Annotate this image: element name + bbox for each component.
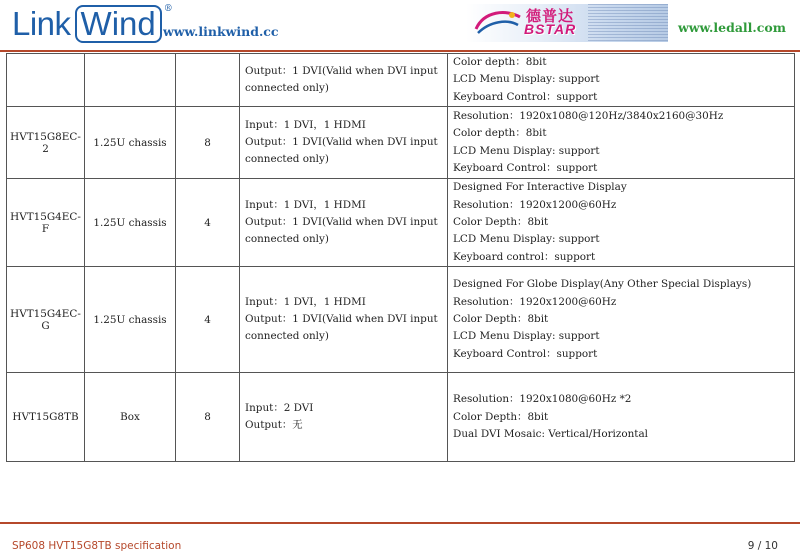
chassis-cell (85, 54, 176, 107)
chassis-cell: 1.25U chassis (85, 107, 176, 179)
io-line: Input：2 DVI (245, 401, 314, 414)
table-row (7, 179, 795, 267)
io-line: connected only) (245, 330, 329, 343)
chassis-cell: 1.25U chassis (85, 267, 176, 373)
io-line: Input：1 DVI，1 HDMI (245, 118, 366, 131)
feature-line: Keyboard control：support (453, 250, 596, 263)
logo-text-link: Link (12, 5, 71, 42)
io-line: connected only) (245, 233, 329, 246)
model-cell: HVT15G8TB (7, 373, 85, 462)
io-cell (240, 179, 448, 267)
io-line: Input：1 DVI，1 HDMI (245, 198, 366, 211)
registered-mark: ® (163, 4, 173, 14)
feature-line: Resolution：1920x1080@120Hz/3840x2160@30Hz (453, 109, 724, 122)
io-line: connected only) (245, 153, 329, 166)
bstar-english-name: BSTAR (524, 21, 577, 37)
model-cell: HVT15G8EC-2 (7, 107, 85, 179)
io-line: connected only) (245, 82, 329, 95)
io-cell (240, 107, 448, 179)
feature-line: Color depth：8bit (453, 127, 547, 140)
table-row (7, 267, 795, 373)
page-number: 9 / 10 (747, 540, 778, 552)
io-line: Output：1 DVI(Valid when DVI input (245, 136, 438, 149)
features-cell (448, 267, 795, 373)
feature-line: LCD Menu Display: support (453, 73, 600, 86)
website-link-right[interactable]: www.ledall.com (678, 20, 786, 35)
ports-cell: 8 (176, 107, 240, 179)
features-cell (448, 179, 795, 267)
feature-line: Keyboard Control：support (453, 162, 598, 175)
feature-line: Resolution：1920x1200@60Hz (453, 198, 617, 211)
io-line: Output：1 DVI(Valid when DVI input (245, 64, 438, 77)
feature-line: Resolution：1920x1200@60Hz (453, 295, 617, 308)
footer-divider (0, 522, 800, 524)
logo-text-wind: Wind (75, 5, 162, 43)
io-line: Output：1 DVI(Valid when DVI input (245, 216, 438, 229)
model-cell: HVT15G4EC-F (7, 179, 85, 267)
io-cell (240, 373, 448, 462)
spec-table (6, 53, 795, 462)
chassis-cell: 1.25U chassis (85, 179, 176, 267)
ports-cell: 8 (176, 373, 240, 462)
io-cell (240, 267, 448, 373)
bstar-swirl-icon (472, 7, 524, 39)
feature-line: Keyboard Control：support (453, 347, 598, 360)
header-divider (0, 50, 800, 52)
features-cell (448, 107, 795, 179)
feature-line: Color Depth：8bit (453, 216, 549, 229)
features-cell (448, 54, 795, 107)
io-line: Input：1 DVI，1 HDMI (245, 295, 366, 308)
model-cell: HVT15G4EC-G (7, 267, 85, 373)
feature-line: Color depth：8bit (453, 56, 547, 68)
table-row (7, 373, 795, 462)
io-line: Output：无 (245, 419, 303, 432)
features-cell (448, 373, 795, 462)
feature-line: LCD Menu Display: support (453, 330, 600, 343)
io-line: Output：1 DVI(Valid when DVI input (245, 313, 438, 326)
chassis-cell: Box (85, 373, 176, 462)
table-row (7, 54, 795, 107)
feature-line: LCD Menu Display: support (453, 144, 600, 157)
table-row (7, 107, 795, 179)
feature-line: Color Depth：8bit (453, 313, 549, 326)
ports-cell: 4 (176, 179, 240, 267)
feature-line: LCD Menu Display: support (453, 233, 600, 246)
bstar-chinese-name: 德普达 (526, 7, 575, 25)
website-link-left[interactable]: www.linkwind.cc (163, 24, 279, 39)
bstar-banner (466, 4, 668, 42)
linkwind-logo (12, 4, 173, 44)
feature-line: Designed For Interactive Display (453, 181, 627, 194)
feature-line: Designed For Globe Display(Any Other Special Displays) (453, 278, 752, 291)
feature-line: Color Depth：8bit (453, 410, 549, 423)
banner-stripes (588, 4, 668, 42)
ports-cell (176, 54, 240, 107)
page-header (0, 0, 800, 52)
feature-line: Resolution：1920x1080@60Hz *2 (453, 393, 632, 406)
model-cell (7, 54, 85, 107)
io-cell (240, 54, 448, 107)
ports-cell: 4 (176, 267, 240, 373)
feature-line: Dual DVI Mosaic: Vertical/Horizontal (453, 427, 648, 440)
document-title: SP608 HVT15G8TB specification (12, 540, 182, 552)
feature-line: Keyboard Control：support (453, 90, 598, 103)
